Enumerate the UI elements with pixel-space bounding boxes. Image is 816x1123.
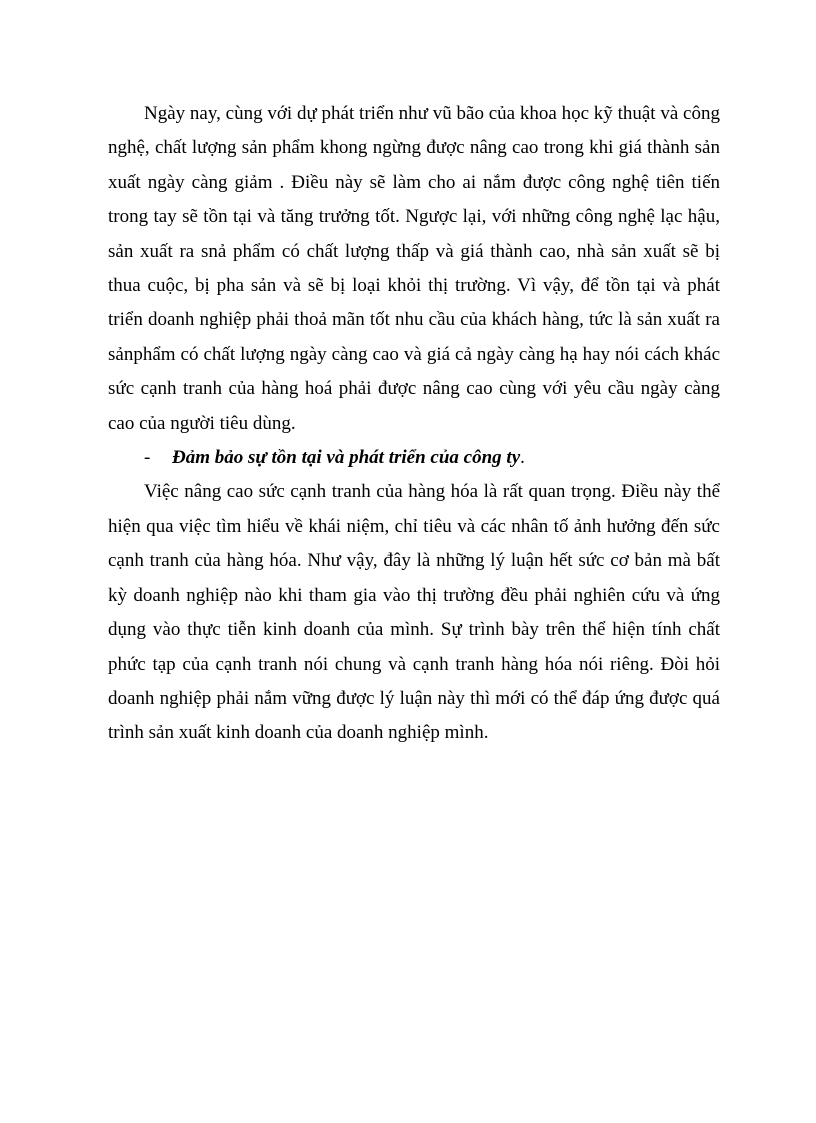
bullet-end: .	[520, 447, 525, 469]
document-body	[108, 97, 720, 751]
bullet-marker: -	[144, 447, 151, 469]
paragraph-intro: Ngày nay, cùng với dự phát triển như vũ bão của khoa học kỹ thuật và công nghệ, chất lượng sản phẩm khong ngừng được nâng cao trong khi giá thành sản xuất ngày càng giảm . Điều này sẽ làm cho ai nắm được công nghệ tiên tiến trong tay sẽ tồn tại và tăng trưởng tốt. Ngược lại, với những công nghệ lạc hậu, sản xuất ra snả phẩm có chất lượng thấp và giá thành cao, nhà sản xuất sẽ bị thua cuộc, bị pha sản và sẽ bị loại khỏi thị trường. Vì vậy, để tồn tại và phát triển doanh nghiệp phải thoả mãn tốt nhu cầu của khách hàng, tức là sản xuất ra sảnphẩm có chất lượng ngày càng cao và giá cả ngày càng hạ hay nói cách khác sức cạnh tranh của hàng hoá phải được nâng cao cùng với yêu cầu ngày càng cao của người tiêu dùng.	[108, 103, 720, 434]
bullet-heading: Đảm bảo sự tồn tại và phát triển của công ty	[172, 447, 521, 469]
bullet-item	[108, 441, 720, 475]
paragraph-body: Việc nâng cao sức cạnh tranh của hàng hóa là rất quan trọng. Điều này thể hiện qua việc tìm hiểu về khái niệm, chỉ tiêu và các nhân tố ảnh hưởng đến sức cạnh tranh của hàng hóa. Như vậy, đây là những lý luận hết sức cơ bản mà bất kỳ doanh nghiệp nào khi tham gia vào thị trường đều phải nghiên cứu và ứng dụng vào thực tiễn kinh doanh của mình. Sự trình bày trên thể hiện tính chất phức tạp của cạnh tranh nói chung và cạnh tranh hàng hóa nói riêng. Đòi hỏi doanh nghiệp phải nắm vững được lý luận này thì mới có thể đáp ứng được quá trình sản xuất kinh doanh của doanh nghiệp mình.	[108, 481, 720, 744]
